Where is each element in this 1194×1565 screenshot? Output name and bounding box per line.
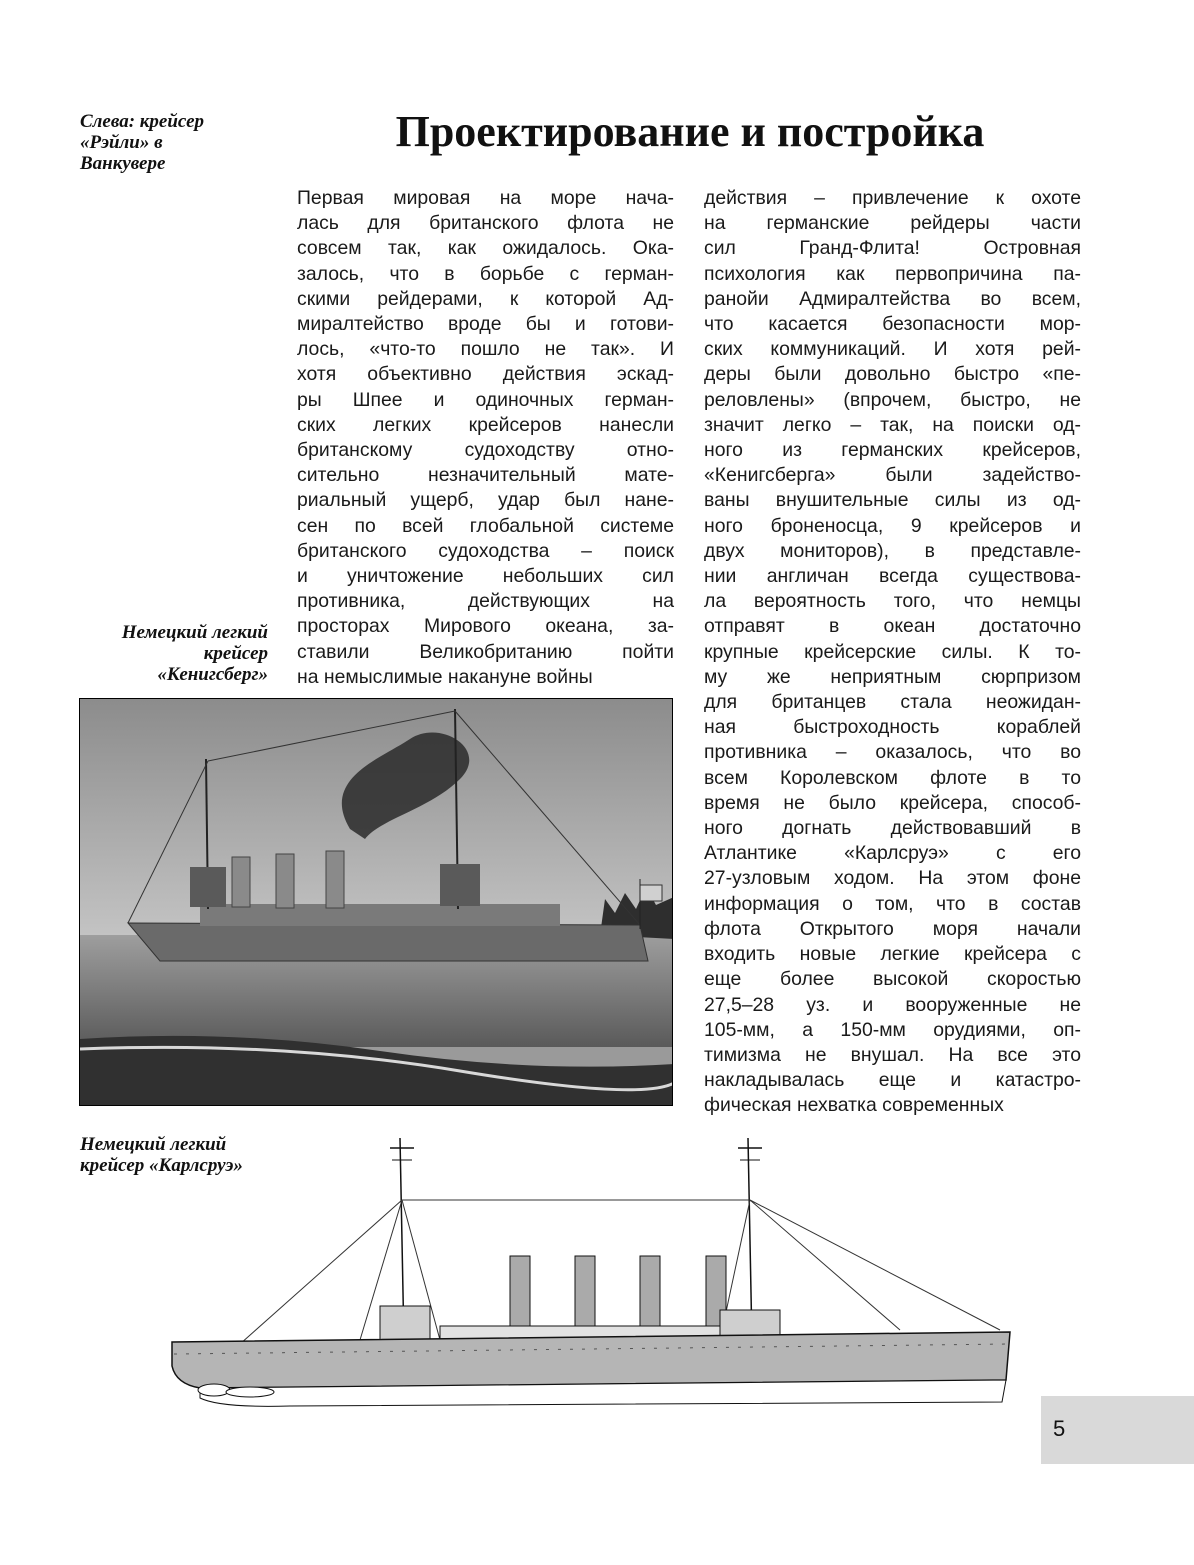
text-line: еще более высокой скоростью: [704, 968, 1081, 991]
text-line: психология как первопричина па-: [704, 262, 1081, 285]
text-line: информация о том, что в состав: [704, 892, 1081, 915]
text-line: крупные крейсерские силы. К то-: [704, 640, 1081, 663]
text-line: Первая мировая на море нача-: [297, 187, 674, 209]
text-line: двух мониторов), в представле-: [704, 539, 1081, 562]
text-line: ного из германских крейсеров,: [704, 439, 1081, 462]
text-line: 27-узловым ходом. На этом фоне: [704, 867, 1081, 890]
text-line: противника, действующих на: [297, 590, 674, 613]
text-line: деры были довольно быстро «пе-: [704, 363, 1081, 386]
ship-photo-image: [80, 699, 673, 1106]
caption-line: Ванкувере: [80, 153, 166, 174]
text-line: всем Королевском флоте в то: [704, 766, 1081, 789]
text-line: флота Открытого моря начали: [704, 917, 1081, 940]
text-line: просторах Мирового океана, за-: [297, 615, 674, 638]
text-line: ная быстроходность кораблей: [704, 716, 1081, 739]
caption-line: Слева: крейсер: [80, 111, 205, 132]
text-line: ваны внушительные силы из од-: [704, 489, 1081, 512]
text-line: на германские рейдеры части: [704, 212, 1081, 235]
page-number: 5: [1053, 1416, 1066, 1441]
text-line: фическая нехватка современных: [704, 1094, 1004, 1117]
caption-konigsberg: [70, 622, 268, 685]
text-line: ставили Великобританию пойти: [297, 640, 674, 663]
text-line: значит легко – так, на поиски од-: [704, 413, 1081, 436]
caption-line: «Кенигсберг»: [157, 664, 268, 685]
karlsruhe-profile-drawing: [160, 1130, 1040, 1440]
text-line: ла вероятность того, что немцы: [704, 590, 1081, 613]
text-line: риальный ущерб, удар был нане-: [297, 489, 674, 512]
konigsberg-photo: [79, 698, 673, 1106]
text-line: британскому судоходству отно-: [297, 439, 674, 462]
caption-line: Немецкий легкий: [121, 622, 268, 643]
body-column-1: [297, 186, 674, 690]
text-line: ранойи Адмиралтейства во всем,: [704, 287, 1081, 310]
caption-line: Немецкий легкий: [80, 1134, 227, 1155]
page-number-box: [1041, 1396, 1194, 1464]
text-line: хотя объективно действия эскад-: [297, 363, 674, 386]
text-line: ного броненосца, 9 крейсеров и: [704, 514, 1081, 537]
text-line: что касается безопасности мор-: [704, 313, 1081, 336]
ship-profile-image: [160, 1130, 1040, 1440]
text-line: накладывалась еще и катастро-: [704, 1069, 1081, 1092]
text-line: время не было крейсера, способ-: [704, 791, 1081, 814]
text-line: сен по всей глобальной системе: [297, 514, 674, 537]
text-line: британского судоходства – поиск: [297, 539, 674, 562]
page-title: Проектирование и постройка: [395, 107, 985, 156]
text-line: 105-мм, а 150-мм орудиями, оп-: [704, 1018, 1081, 1041]
text-line: нии англичан всегда существова-: [704, 565, 1081, 588]
text-line: сительно незначительный мате-: [297, 464, 674, 487]
text-line: миралтейство вроде бы и готови-: [297, 313, 674, 336]
text-line: залось, что в борьбе с герман-: [297, 262, 674, 285]
text-line: лось, «что-то пошло не так». И: [297, 338, 674, 361]
caption-line: «Рэйли» в: [80, 132, 163, 153]
text-line: Атлантике «Карлсруэ» с его: [704, 842, 1081, 865]
text-line: ного догнать действовавший в: [704, 817, 1081, 840]
text-line: «Кенигсберга» были задейство-: [704, 464, 1081, 487]
text-line: ры Шпее и одиночных герман-: [297, 388, 674, 411]
text-line: для британцев стала неожидан-: [704, 691, 1081, 714]
text-line: и уничтожение небольших сил: [297, 565, 674, 588]
text-line: сил Гранд-Флита! Островная: [704, 237, 1081, 260]
caption-line: крейсер «Карлсруэ»: [80, 1155, 243, 1176]
body-column-2: [704, 186, 1081, 1119]
text-line: реловлены» (впрочем, быстро, не: [704, 388, 1081, 411]
text-line: тимизма не внушал. На все это: [704, 1043, 1081, 1066]
caption-line: крейсер: [203, 643, 268, 664]
text-line: ских коммуникаций. И хотя рей-: [704, 338, 1081, 361]
text-line: ских легких крейсеров нанесли: [297, 413, 674, 436]
text-line: му же неприятным сюрпризом: [704, 665, 1081, 688]
text-line: на немыслимые накануне войны: [297, 665, 593, 688]
text-line: отправят в океан достаточно: [704, 615, 1081, 638]
text-line: лась для британского флота не: [297, 212, 674, 235]
text-line: совсем так, как ожидалось. Ока-: [297, 237, 674, 260]
text-line: скими рейдерами, к которой Ад-: [297, 287, 674, 310]
text-line: 27,5–28 уз. и вооруженные не: [704, 993, 1081, 1016]
text-line: входить новые легкие крейсера с: [704, 943, 1081, 966]
text-line: действия – привлечение к охоте: [704, 187, 1081, 209]
caption-raleigh: [80, 111, 270, 174]
text-line: противника – оказалось, что во: [704, 741, 1081, 764]
